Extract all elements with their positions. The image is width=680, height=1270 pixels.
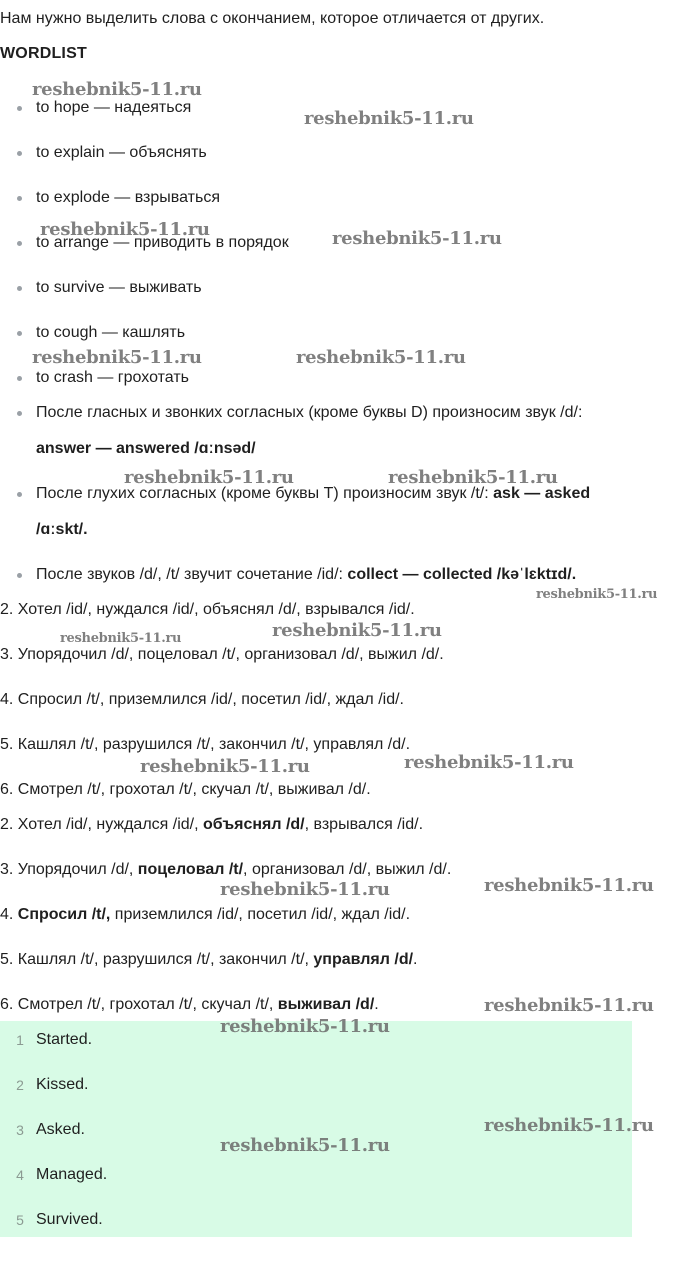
bullet-icon: [17, 196, 22, 201]
watermark: reshebnik5-11.ru: [140, 756, 310, 777]
wordlist-heading: WORDLIST: [0, 45, 87, 62]
answer-box: 1 Started. 2 Kissed. 3 Asked. 4 Managed. 5 Survived.: [0, 1021, 632, 1237]
watermark: reshebnik5-11.ru: [484, 1115, 654, 1136]
watermark: reshebnik5-11.ru: [304, 108, 474, 129]
watermark: reshebnik5-11.ru: [404, 752, 574, 773]
bullet-icon: [17, 151, 22, 156]
answer-line: 5. Кашлял /t/, разрушился /t/, закончил /t/, управлял /d/.: [0, 736, 411, 753]
watermark: reshebnik5-11.ru: [296, 347, 466, 368]
answer-line: 3. Упорядочил /d/, поцеловал /t/, организовал /d/, выжил /d/.: [0, 646, 444, 663]
watermark: reshebnik5-11.ru: [220, 1016, 390, 1037]
watermark: reshebnik5-11.ru: [220, 1135, 390, 1156]
answer-line: 2. Хотел /id/, нуждался /id/, объяснял /d/, взрывался /id/.: [0, 601, 415, 618]
highlighted-answer-line: 3. Упорядочил /d/, поцеловал /t/, организовал /d/, выжил /d/.: [0, 861, 452, 878]
bullet-icon: [17, 411, 22, 416]
watermark: reshebnik5-11.ru: [536, 587, 658, 602]
bullet-icon: [17, 492, 22, 497]
bullet-icon: [17, 241, 22, 246]
watermark: reshebnik5-11.ru: [484, 995, 654, 1016]
highlighted-answer-line: 5. Кашлял /t/, разрушился /t/, закончил /t/, управлял /d/.: [0, 951, 418, 968]
bullet-icon: [17, 331, 22, 336]
watermark: reshebnik5-11.ru: [124, 467, 294, 488]
watermark: reshebnik5-11.ru: [272, 620, 442, 641]
bullet-icon: [17, 573, 22, 578]
highlighted-answer-line: 4. Спросил /t/, приземлился /id/, посетил /id/, ждал /id/.: [0, 906, 411, 923]
watermark: reshebnik5-11.ru: [40, 219, 210, 240]
watermark: reshebnik5-11.ru: [388, 467, 558, 488]
watermark: reshebnik5-11.ru: [332, 228, 502, 249]
highlighted-answer-line: 6. Смотрел /t/, грохотал /t/, скучал /t/, выживал /d/.: [0, 996, 379, 1013]
highlighted-answer-line: 2. Хотел /id/, нуждался /id/, объяснял /d/, взрывался /id/.: [0, 816, 424, 833]
watermark: reshebnik5-11.ru: [220, 879, 390, 900]
watermark: reshebnik5-11.ru: [484, 875, 654, 896]
watermark: reshebnik5-11.ru: [32, 79, 202, 100]
answer-line: 6. Смотрел /t/, грохотал /t/, скучал /t/, выживал /d/.: [0, 781, 371, 798]
watermark: reshebnik5-11.ru: [32, 347, 202, 368]
bullet-icon: [17, 286, 22, 291]
bullet-icon: [17, 106, 22, 111]
watermark: reshebnik5-11.ru: [60, 631, 182, 646]
intro-text: Нам нужно выделить слова с окончанием, которое отличается от других.: [0, 10, 545, 27]
bullet-icon: [17, 376, 22, 381]
answer-line: 4. Спросил /t/, приземлился /id/, посетил /id/, ждал /id/.: [0, 691, 404, 708]
